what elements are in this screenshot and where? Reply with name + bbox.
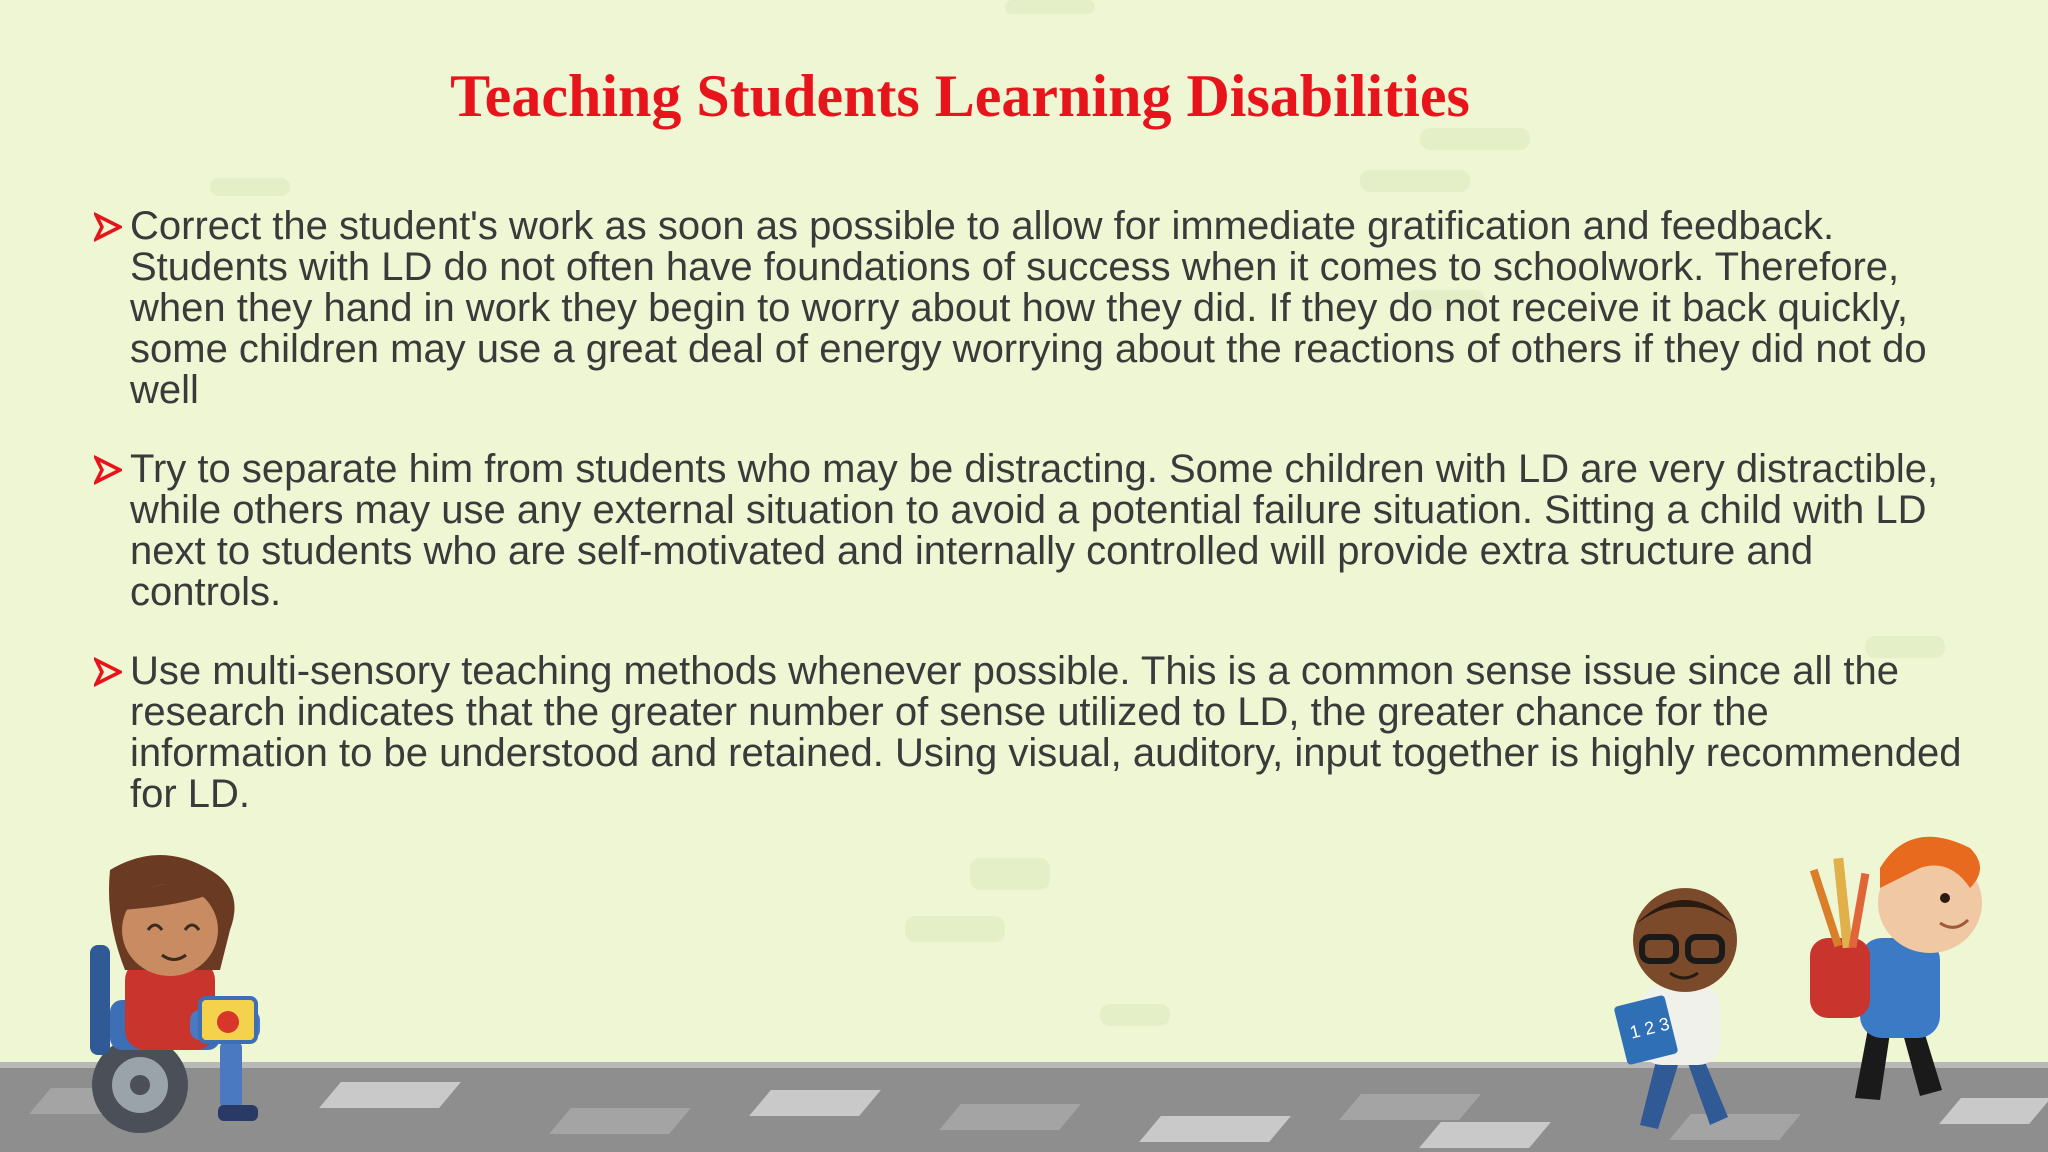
sidewalk-tile (1339, 1094, 1481, 1120)
sidewalk-tile (749, 1090, 881, 1116)
boy-with-book-illustration (1600, 885, 1770, 1140)
background-stroke (210, 178, 290, 196)
boy-with-backpack-illustration (1800, 828, 2000, 1108)
bullet-item (94, 206, 1964, 411)
girl-in-wheelchair-illustration (70, 850, 300, 1140)
bullet-text: Try to separate him from students who may be distracting. Some children with LD are very distractible, while others may use any external situation to avoid a potential failure situation. Sitting a child with LD next to students who are self-motivated and internally controlled will provide extra structure and controls. (130, 447, 1939, 614)
background-stroke (1005, 0, 1095, 14)
bullet-text: Correct the student's work as soon as possible to allow for immediate gratification and feedback. Students with LD do not often have foundations of success when it comes to schoolwork. Therefore, when they hand in work they begin to worry about how they did. If they do not receive it back quickly, some children may use a great deal of energy worrying about the reactions of others if they did not do well (130, 204, 1927, 412)
arrow-bullet-icon (94, 455, 122, 485)
arrow-bullet-icon (94, 657, 122, 687)
slide-title: Teaching Students Learning Disabilities (450, 63, 1470, 129)
sidewalk-tile (1419, 1122, 1551, 1148)
sidewalk-tile (1139, 1116, 1291, 1142)
sidewalk-tile (549, 1108, 691, 1134)
bullet-item (94, 651, 1964, 815)
bullet-text: Use multi-sensory teaching methods whenever possible. This is a common sense issue since all the research indicates that the greater number of sense utilized to LD, the greater chance for the information to be understood and retained. Using visual, auditory, input together is highly recommended for LD. (130, 649, 1962, 816)
background-stroke (1360, 170, 1470, 192)
bullet-list (94, 206, 1964, 853)
arrow-bullet-icon (94, 212, 122, 242)
background-stroke (905, 916, 1005, 942)
book-label: 1 2 3 (1627, 1013, 1672, 1043)
background-stroke (1420, 128, 1530, 150)
background-stroke (970, 858, 1050, 890)
background-stroke (1100, 1004, 1170, 1026)
bullet-item (94, 449, 1964, 613)
sidewalk-tile (939, 1104, 1081, 1130)
sidewalk-tile (319, 1082, 461, 1108)
